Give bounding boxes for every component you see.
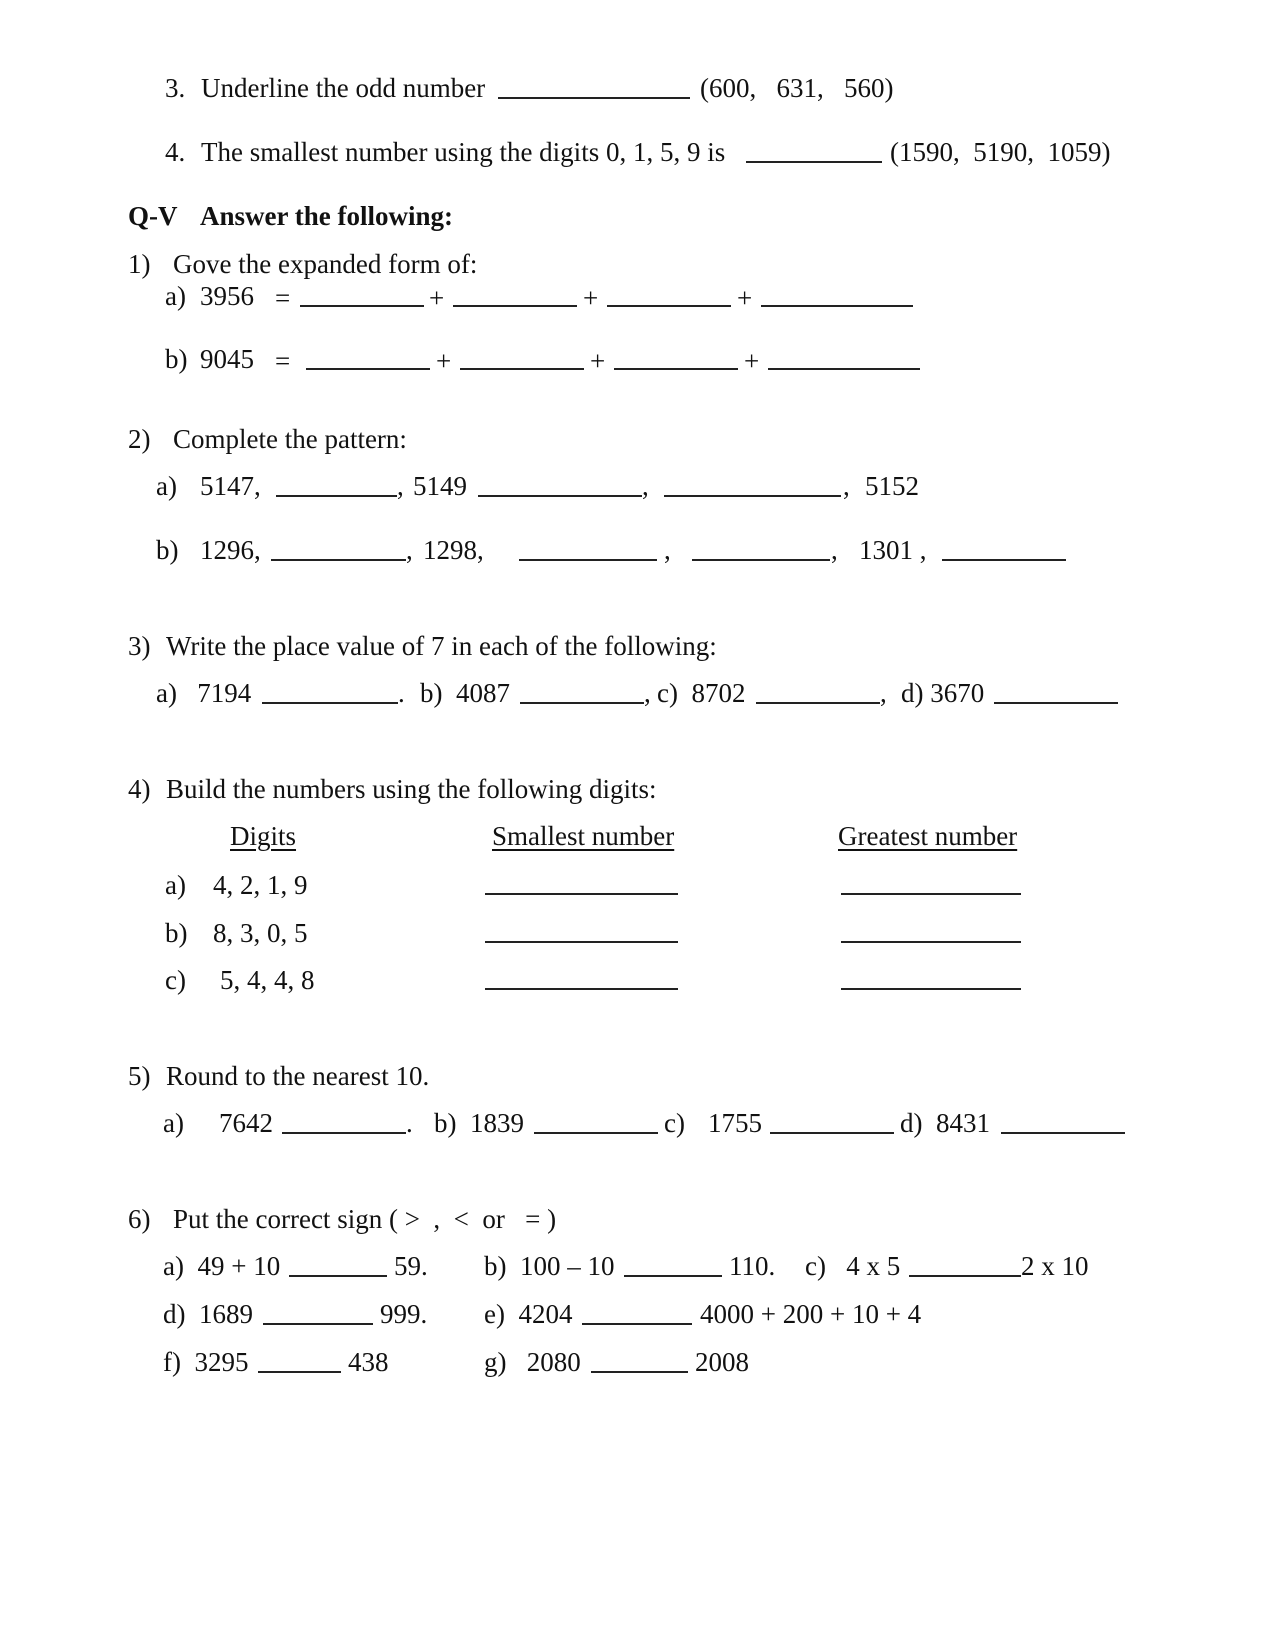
pattern-a-comma-3: , [843, 471, 850, 501]
signs-a-blank[interactable] [289, 1275, 387, 1277]
rounding-b-blank[interactable] [534, 1132, 658, 1134]
place-value-a-period: . [398, 678, 405, 708]
rounding-a-period: . [406, 1108, 413, 1138]
build-row-c-greatest-blank[interactable] [841, 988, 1021, 990]
signs-f-rhs: 438 [348, 1347, 389, 1377]
pattern-a-blank-1[interactable] [276, 495, 397, 497]
pattern-a-term-1: 5147, [200, 471, 261, 501]
place-value-number: 3) [128, 631, 151, 661]
build-row-c-label: c) [165, 965, 186, 995]
build-row-b-label: b) [165, 918, 188, 948]
signs-a-expr: a) 49 + 10 [163, 1251, 281, 1281]
signs-g-expr: g) 2080 [484, 1347, 581, 1377]
pattern-b-blank-4[interactable] [942, 559, 1066, 561]
signs-b-expr: b) 100 – 10 [484, 1251, 615, 1281]
build-title: Build the numbers using the following digits: [166, 774, 657, 804]
signs-c-rhs: 2 x 10 [1021, 1251, 1089, 1281]
pattern-a-label: a) [156, 471, 177, 501]
place-value-c-comma: , [880, 678, 887, 708]
section-label: Q-V [128, 201, 178, 231]
expanded-a-plus-1: + [429, 283, 445, 313]
place-value-b-comma: , [644, 678, 651, 708]
place-value-title: Write the place value of 7 in each of the following: [166, 631, 717, 661]
pattern-b-label: b) [156, 535, 179, 565]
pattern-a-blank-3[interactable] [664, 495, 841, 497]
build-row-a-greatest-blank[interactable] [841, 893, 1021, 895]
rounding-c-number: 1755 [708, 1108, 762, 1138]
signs-e-blank[interactable] [582, 1323, 692, 1325]
build-row-a-digits: 4, 2, 1, 9 [213, 870, 308, 900]
build-row-b-greatest-blank[interactable] [841, 941, 1021, 943]
signs-title: Put the correct sign ( > , < or = ) [173, 1204, 557, 1234]
rounding-d-blank[interactable] [1001, 1132, 1125, 1134]
pattern-b-term-3: 1301 , [859, 535, 927, 565]
pattern-b-blank-2[interactable] [519, 559, 657, 561]
pattern-b-blank-3[interactable] [692, 559, 830, 561]
q4-text: The smallest number using the digits 0, 1, 5, 9 is [201, 137, 726, 167]
signs-e-rhs: 4000 + 200 + 10 + 4 [700, 1299, 922, 1329]
rounding-d: d) 8431 [900, 1108, 990, 1138]
place-value-d-blank[interactable] [994, 702, 1118, 704]
expanded-title: Gove the expanded form of: [173, 249, 478, 279]
signs-number: 6) [128, 1204, 151, 1234]
rounding-c-blank[interactable] [770, 1132, 894, 1134]
pattern-number: 2) [128, 424, 151, 454]
signs-b-blank[interactable] [624, 1275, 722, 1277]
build-row-c-smallest-blank[interactable] [485, 988, 678, 990]
signs-b-rhs: 110. [729, 1251, 776, 1281]
pattern-b-comma-2: , [664, 535, 671, 565]
build-col-smallest: Smallest number [492, 821, 675, 851]
rounding-b: b) 1839 [434, 1108, 524, 1138]
rounding-a-label: a) [163, 1108, 184, 1138]
build-col-digits: Digits [230, 821, 297, 851]
signs-a-rhs: 59. [394, 1251, 428, 1281]
expanded-number: 1) [128, 249, 151, 279]
q3-options: (600, 631, 560) [700, 73, 894, 103]
pattern-a-term-2: 5149 [413, 471, 467, 501]
build-row-a-smallest-blank[interactable] [485, 893, 678, 895]
pattern-b-comma-1: , [406, 535, 413, 565]
place-value-c-blank[interactable] [756, 702, 880, 704]
expanded-a-blank-2[interactable] [453, 305, 577, 307]
expanded-b-plus-2: + [590, 346, 606, 376]
q4-options: (1590, 5190, 1059) [890, 137, 1111, 167]
expanded-b-blank-1[interactable] [306, 368, 430, 370]
signs-d-expr: d) 1689 [163, 1299, 253, 1329]
signs-d-rhs: 999. [380, 1299, 428, 1329]
build-row-a-label: a) [165, 870, 186, 900]
rounding-a-blank[interactable] [282, 1132, 406, 1134]
place-value-b: b) 4087 [420, 678, 510, 708]
signs-f-expr: f) 3295 [163, 1347, 249, 1377]
pattern-b-blank-1[interactable] [271, 559, 406, 561]
section-title: Answer the following: [200, 201, 453, 231]
build-row-c-digits: 5, 4, 4, 8 [220, 965, 315, 995]
q3-answer-blank[interactable] [498, 97, 690, 99]
pattern-a-term-3: 5152 [865, 471, 919, 501]
rounding-a-number: 7642 [219, 1108, 273, 1138]
expanded-b-plus-1: + [436, 346, 452, 376]
expanded-b-plus-3: + [744, 346, 760, 376]
rounding-number: 5) [128, 1061, 151, 1091]
expanded-a-label: a) [165, 281, 186, 311]
place-value-c: c) 8702 [657, 678, 746, 708]
place-value-a: a) 7194 [156, 678, 252, 708]
expanded-a-equals: = [275, 283, 291, 313]
place-value-b-blank[interactable] [520, 702, 644, 704]
expanded-a-plus-3: + [737, 283, 753, 313]
expanded-b-blank-3[interactable] [614, 368, 738, 370]
expanded-a-blank-4[interactable] [761, 305, 913, 307]
rounding-c-label: c) [664, 1108, 685, 1138]
expanded-b-blank-4[interactable] [768, 368, 920, 370]
expanded-a-number: 3956 [200, 281, 254, 311]
q4-answer-blank[interactable] [746, 161, 882, 163]
pattern-a-comma-1: , [397, 471, 404, 501]
pattern-b-term-2: 1298, [423, 535, 484, 565]
signs-c-blank[interactable] [909, 1275, 1021, 1277]
expanded-b-equals: = [275, 346, 291, 376]
signs-e-expr: e) 4204 [484, 1299, 573, 1329]
build-row-b-smallest-blank[interactable] [485, 941, 678, 943]
rounding-title: Round to the nearest 10. [166, 1061, 430, 1091]
q4-number: 4. [165, 137, 186, 167]
place-value-d: d) 3670 [901, 678, 985, 708]
expanded-a-plus-2: + [583, 283, 599, 313]
pattern-b-comma-3: , [831, 535, 838, 565]
expanded-b-number: 9045 [200, 344, 254, 374]
pattern-a-blank-2[interactable] [478, 495, 642, 497]
expanded-b-label: b) [165, 344, 188, 374]
signs-c-expr: c) 4 x 5 [805, 1251, 901, 1281]
pattern-a-comma-2: , [642, 471, 649, 501]
signs-g-blank[interactable] [591, 1371, 688, 1373]
expanded-a-blank-1[interactable] [300, 305, 424, 307]
expanded-b-blank-2[interactable] [460, 368, 584, 370]
expanded-a-blank-3[interactable] [607, 305, 731, 307]
place-value-a-blank[interactable] [262, 702, 398, 704]
signs-f-blank[interactable] [258, 1371, 341, 1373]
q3-text: Underline the odd number [201, 73, 486, 103]
signs-g-rhs: 2008 [695, 1347, 749, 1377]
build-row-b-digits: 8, 3, 0, 5 [213, 918, 308, 948]
pattern-title: Complete the pattern: [173, 424, 407, 454]
build-number: 4) [128, 774, 151, 804]
signs-d-blank[interactable] [263, 1323, 373, 1325]
q3-number: 3. [165, 73, 186, 103]
build-col-greatest: Greatest number [838, 821, 1018, 851]
pattern-b-term-1: 1296, [200, 535, 261, 565]
